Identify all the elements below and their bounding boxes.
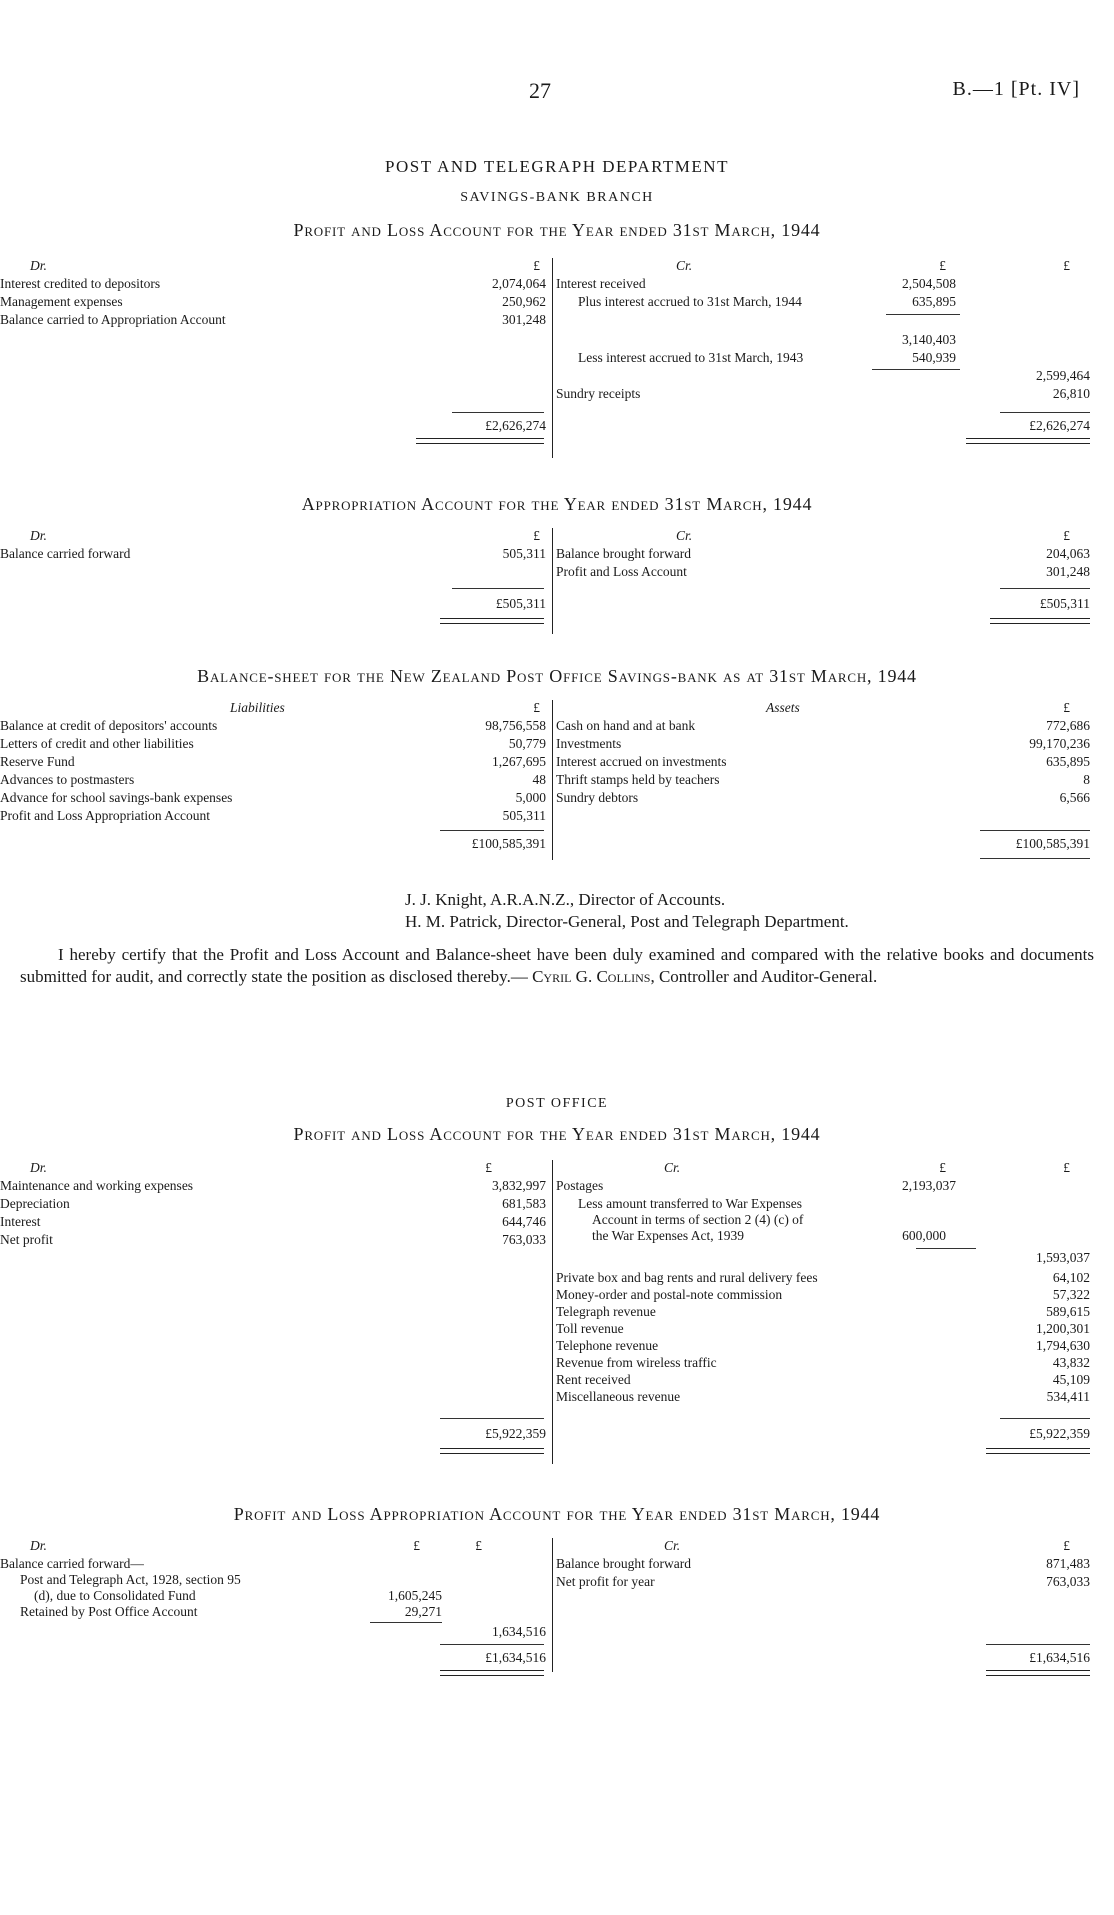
pl1-credit: Cr. £ £ Interest received 2,504,508 Plus interest accrued to 31st March, 1944 635,895 3,140,403 Less interest accrued to 31st March, 1943 540,939 2,599,464 Sundry receipts 26,810 £2,626,274: [556, 258, 1090, 458]
page-number: 27: [529, 78, 551, 103]
pl2-debit: Dr. £ Maintenance and working expenses 3,832,997 Depreciation 681,583 Interest 644,746 Net profit 763,033 £5,922,359: [0, 1160, 552, 1464]
signature-director-accounts: J. J. Knight, A.R.A.N.Z., Director of Accounts.: [405, 890, 726, 909]
app2-title: Profit and Loss Appropriation Account for the Year ended 31st March, 1944: [233, 1504, 881, 1524]
audit-certificate: I hereby certify that the Profit and Loss Account and Balance-sheet have been duly examined and compared with the relative books and documents submitted for audit, and correctly state the position as disclosed thereby.— Cyril G. Collins, Controller and Auditor-General.: [20, 945, 1094, 986]
page-reference: B.—1 [Pt. IV]: [952, 78, 1080, 100]
branch-title: SAVINGS-BANK BRANCH: [460, 190, 654, 205]
pl1-dr-pound: £: [533, 258, 540, 273]
app1-title: Appropriation Account for the Year ended 31st March, 1944: [301, 494, 813, 514]
app1-debit: Dr. £ Balance carried forward 505,311 £505,311: [0, 528, 552, 634]
post-office-title: POST OFFICE: [505, 1096, 609, 1111]
app2-debit: Dr. £ £ Balance carried forward— Post and Telegraph Act, 1928, section 95 (d), due to Consolidated Fund 1,605,245 Retained by Post Office Account 29,271 1,634,516 £1,634,516: [0, 1538, 546, 1665]
department-title: POST AND TELEGRAPH DEPARTMENT: [385, 157, 729, 176]
bs-assets: Assets £ Cash on hand and at bank 772,686 Investments 99,170,236 Interest accrued on investments 635,895 Thrift stamps held by teachers 8 Sundry debtors 6,566 £100,585,391: [556, 700, 1090, 860]
app1-credit: Cr. £ Balance brought forward 204,063 Profit and Loss Account 301,248 £505,311: [556, 528, 1090, 634]
pl2-credit: Cr. £ £ Postages 2,193,037 Less amount transferred to War Expenses Account in terms of section 2 (4) (c) of the War Expenses Act, 1939 600,000 1,593,037 Private box and bag rents and rural delivery fees 64,102 Money-order and postal-note commission 57,322 Telegraph revenue 589,615 Toll revenue 1,200,301 Telephone revenue 1,794,630 Revenue from wireless traffic 43,832 Rent received 45,109 Miscellaneous revenue 534,411 £5,922,359: [556, 1160, 1090, 1464]
signature-director-general: H. M. Patrick, Director-General, Post and Telegraph Department.: [405, 912, 849, 931]
pl1-cr-label: Cr.: [676, 258, 693, 273]
pl1-title: Profit and Loss Account for the Year ended 31st March, 1944: [293, 220, 821, 240]
pl2-title: Profit and Loss Account for the Year ended 31st March, 1944: [293, 1124, 821, 1144]
pl1-divider: [552, 258, 553, 458]
bs-title: Balance-sheet for the New Zealand Post Office Savings-bank as at 31st March, 1944: [197, 666, 917, 686]
pl1-debit: Dr. £ Interest credited to depositors 2,074,064 Management expenses 250,962 Balance carried to Appropriation Account 301,248 £2,626,274: [0, 258, 552, 458]
pl1-total-cr: £2,626,274: [1029, 418, 1090, 433]
bs-liabilities: Liabilities £ Balance at credit of depositors' accounts 98,756,558 Letters of credit and other liabilities 50,779 Reserve Fund 1,267,695 Advances to postmasters 48 Advance for school savings-bank expenses 5,000 Profit and Loss Appropriation Account 505,311 £100,585,391: [0, 700, 546, 851]
pl1-dr-label: Dr.: [30, 258, 47, 273]
app2-credit: Cr. £ Balance brought forward 871,483 Net profit for year 763,033 £1,634,516: [556, 1538, 1090, 1665]
auditor-name: Cyril G. Collins: [532, 967, 651, 986]
pl1-total-dr: £2,626,274: [485, 418, 546, 433]
